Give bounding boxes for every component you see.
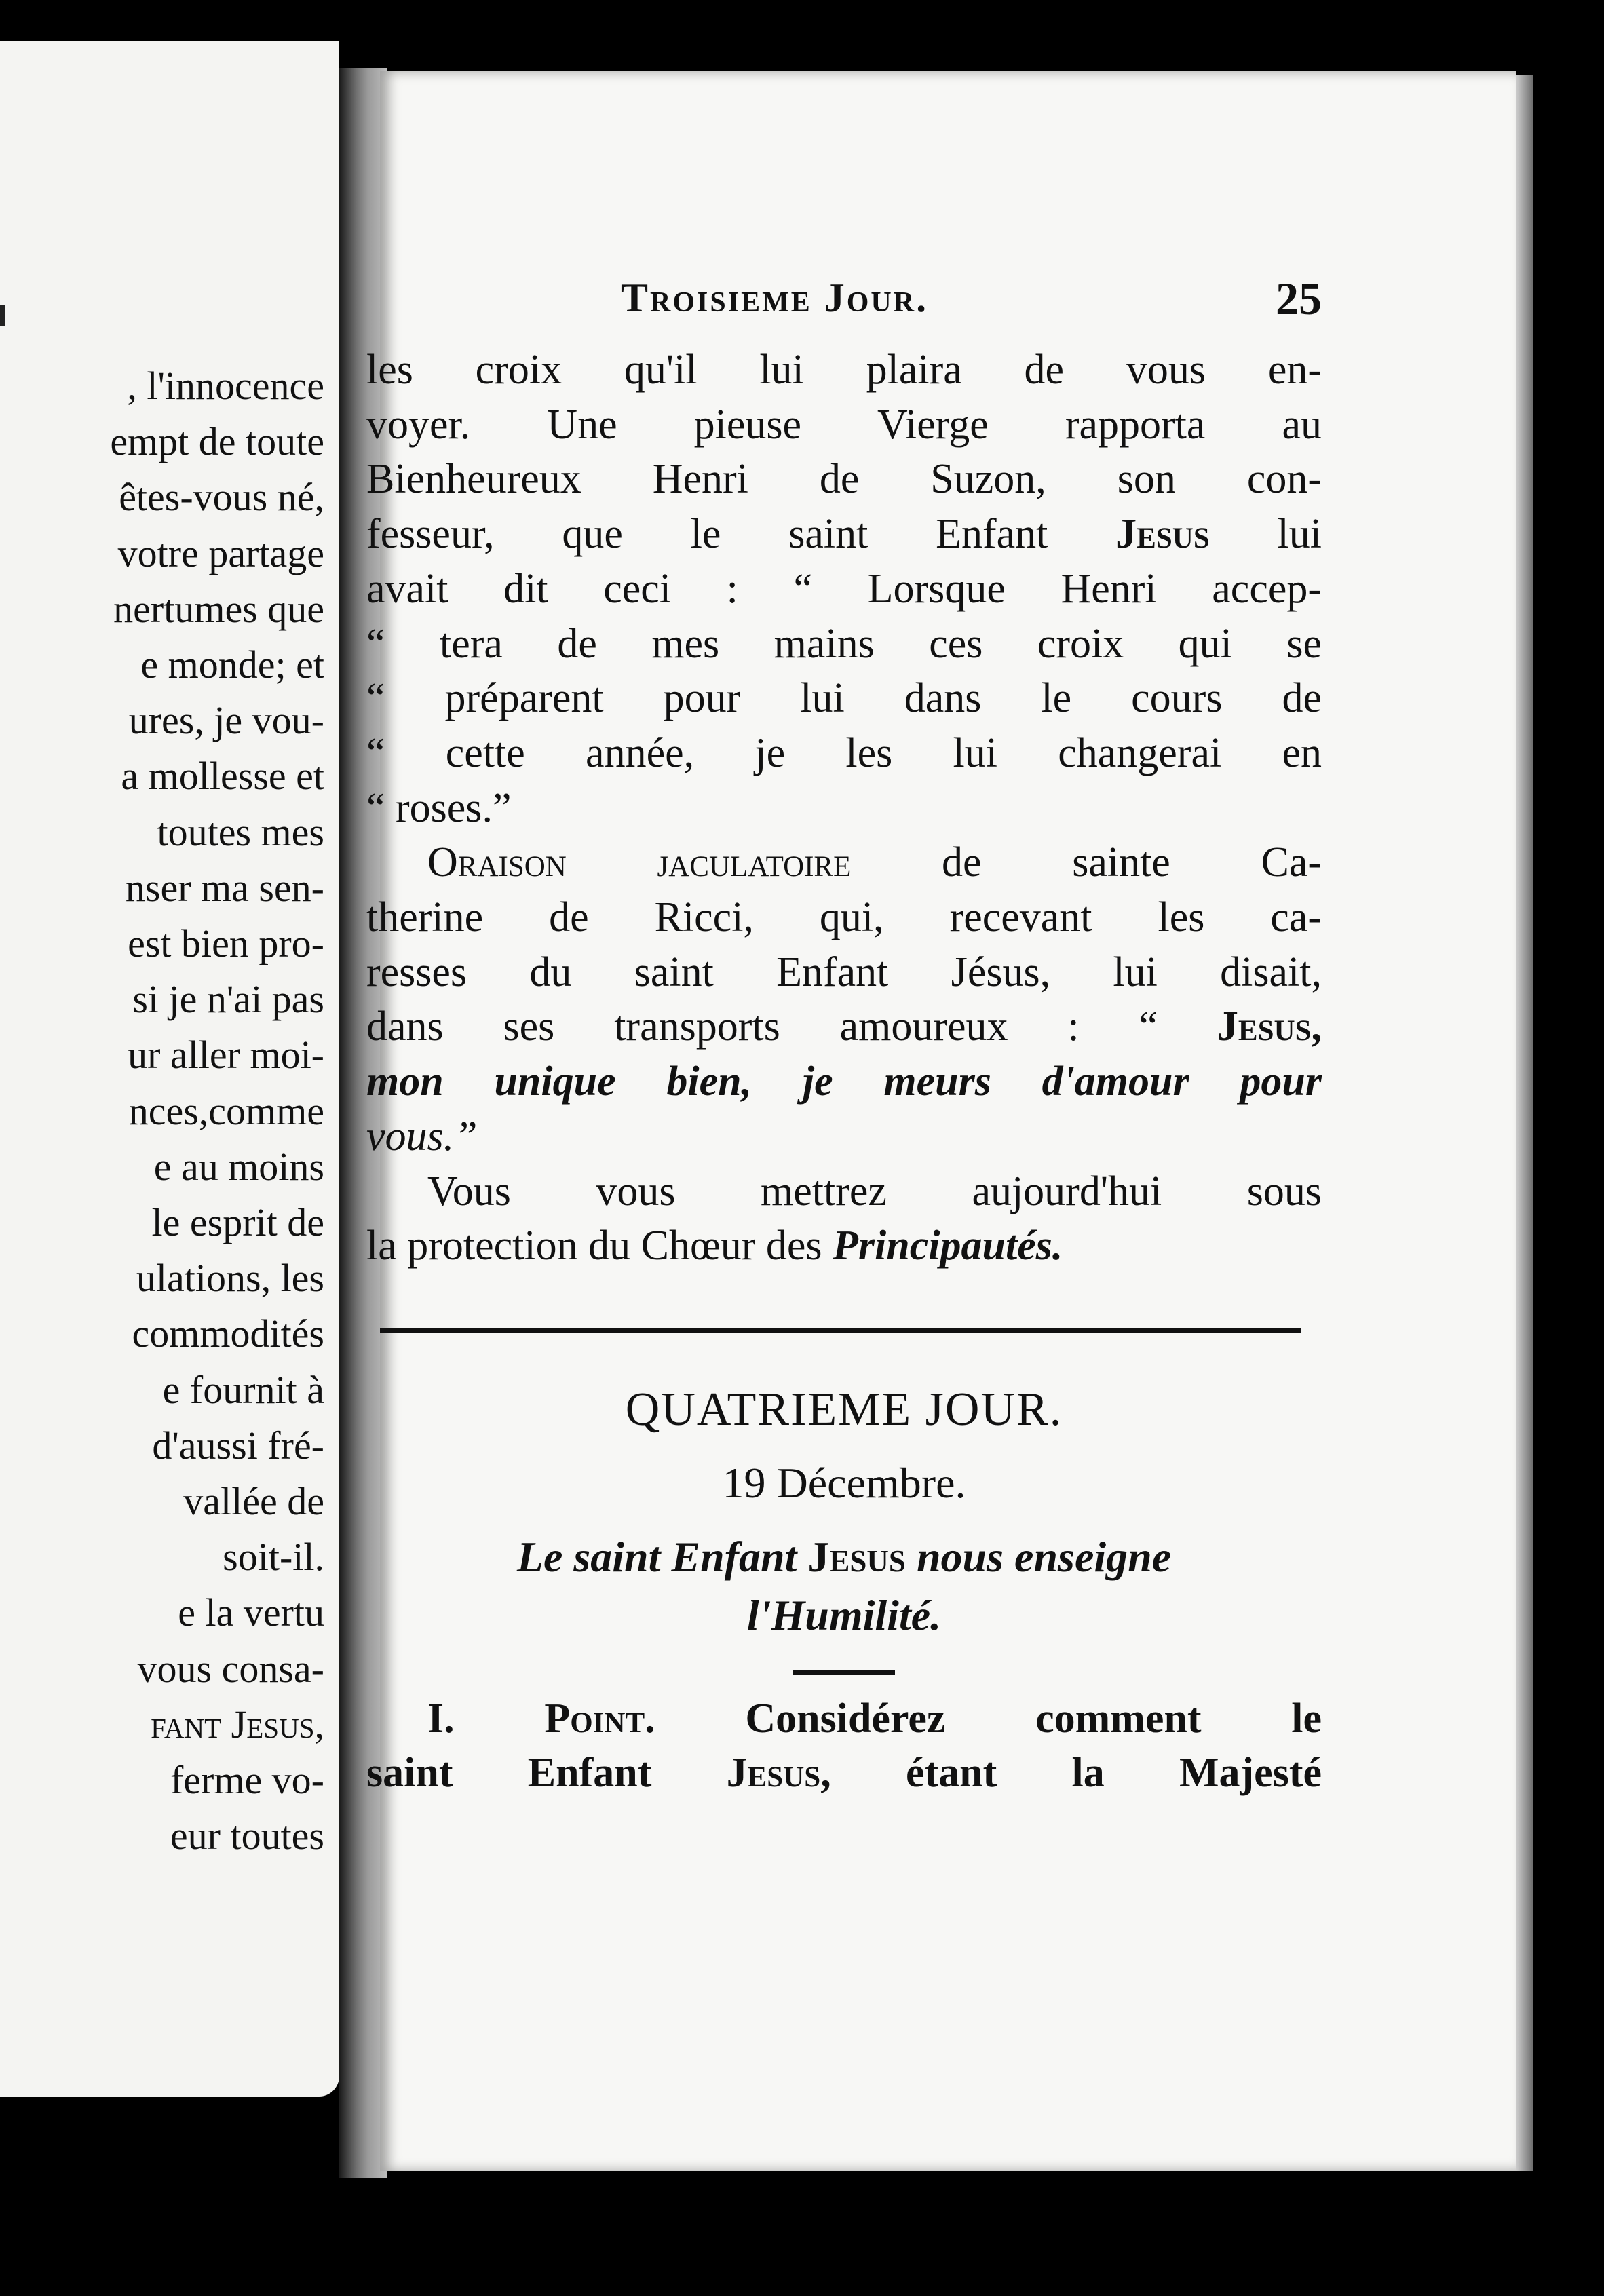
paragraph-oraison (366, 835, 1322, 1164)
left-line: e au moins (153, 1144, 324, 1189)
text-line: Vous vous mettrez aujourd'hui sous (427, 1168, 1322, 1214)
left-line: a mollesse et (121, 754, 324, 799)
left-line: nser ma sen- (125, 865, 324, 910)
left-line: le esprit de (151, 1200, 324, 1245)
text-run: nous enseigne (905, 1532, 1172, 1581)
paragraph-protection (366, 1164, 1322, 1274)
left-line: e la vertu (178, 1590, 324, 1635)
name-jesus: Jesus, (1217, 1003, 1322, 1050)
left-line: ur aller moi- (128, 1033, 324, 1077)
page-edge (1516, 75, 1533, 2171)
prayer-line: vous.” (366, 1113, 478, 1160)
left-line: est bien pro- (128, 921, 324, 966)
text-run: Considérez comment le (655, 1695, 1322, 1742)
left-line: ferme vo- (170, 1758, 324, 1803)
page-content (366, 268, 1322, 1800)
running-title: Troisieme Jour. (621, 275, 929, 320)
chapter-title: QUATRIEME JOUR. (625, 1383, 1063, 1436)
text-line: “ cette année, je les lui changerai en (366, 729, 1322, 776)
prayer-line: mon unique bien, je meurs d'amour pour (366, 1058, 1322, 1105)
section-divider (380, 1328, 1301, 1333)
text-line: voyer. Une pieuse Vierge rapporta au (366, 401, 1322, 448)
text-line: resses du saint Enfant Jésus, lui disait, (366, 949, 1322, 995)
name-jesus: Jesus (1115, 511, 1210, 558)
left-line: , l'innocence (127, 364, 324, 408)
short-divider (793, 1670, 895, 1675)
subtitle-line (366, 1528, 1322, 1586)
text-run: fesseur, que le saint Enfant (366, 511, 1116, 558)
subtitle-line: l'Humilité. (746, 1590, 942, 1639)
left-line: empt de toute (110, 419, 324, 464)
text-run: saint Enfant (366, 1749, 727, 1796)
name-jesus: Jesus (726, 1749, 821, 1796)
text-line (366, 835, 1322, 890)
left-line: commodités (132, 1312, 324, 1356)
left-line: votre partage (117, 531, 324, 575)
text-line: “ roses.” (366, 784, 512, 831)
text-line: les croix qu'il lui plaira de vous en- (366, 347, 1322, 393)
margin-mark (0, 305, 5, 326)
point-label: I. Point. (427, 1695, 655, 1742)
text-line (366, 1219, 1322, 1274)
left-line: ulations, les (136, 1256, 324, 1301)
chapter-subtitle (366, 1528, 1322, 1645)
text-line: “ tera de mes mains ces croix qui se (366, 620, 1322, 667)
left-line: vallée de (183, 1479, 324, 1524)
principautes: Principautés. (833, 1223, 1063, 1269)
first-point (366, 1691, 1322, 1800)
left-line: e fournit à (162, 1367, 324, 1412)
text-run: de sainte Ca- (851, 839, 1322, 886)
left-line: e monde; et (140, 643, 324, 687)
left-line: nces,comme (128, 1088, 324, 1133)
chapter-date: 19 Décembre. (722, 1458, 966, 1507)
page-number: 25 (1276, 273, 1322, 324)
running-head (366, 268, 1322, 343)
left-line: si je n'ai pas (132, 977, 324, 1022)
text-line (366, 999, 1322, 1054)
text-run: la protection du Chœur des (366, 1223, 833, 1269)
name-jesus: Jesus (807, 1532, 906, 1581)
oraison-label: Oraison jaculatoire (427, 839, 852, 886)
text-run: , étant la Majesté (820, 1749, 1322, 1796)
text-line: “ préparent pour lui dans le cours de (366, 675, 1322, 722)
text-line: avait dit ceci : “ Lorsque Henri accep- (366, 565, 1322, 612)
text-line (366, 507, 1322, 562)
left-line: ures, je vou- (128, 698, 324, 743)
left-line: soit-il. (223, 1535, 324, 1580)
left-page (0, 41, 339, 2097)
left-page-text (0, 358, 324, 1864)
text-line (366, 1746, 1322, 1800)
left-line: toutes mes (157, 809, 324, 854)
text-line (366, 1691, 1322, 1746)
text-line: therine de Ricci, qui, recevant les ca- (366, 894, 1322, 941)
left-line: eur toutes (170, 1814, 324, 1858)
text-run: lui (1209, 511, 1322, 558)
left-line: fant Jesus, (151, 1702, 324, 1746)
left-line: êtes-vous né, (119, 475, 324, 520)
paragraph-continuation (366, 343, 1322, 835)
left-line: d'aussi fré- (152, 1423, 324, 1468)
left-line: vous consa- (137, 1646, 324, 1691)
left-line: nertumes que (113, 586, 324, 631)
text-run: Le saint Enfant (516, 1532, 808, 1581)
text-line: Bienheureux Henri de Suzon, son con- (366, 456, 1322, 503)
text-run: dans ses transports amoureux : “ (366, 1003, 1217, 1050)
